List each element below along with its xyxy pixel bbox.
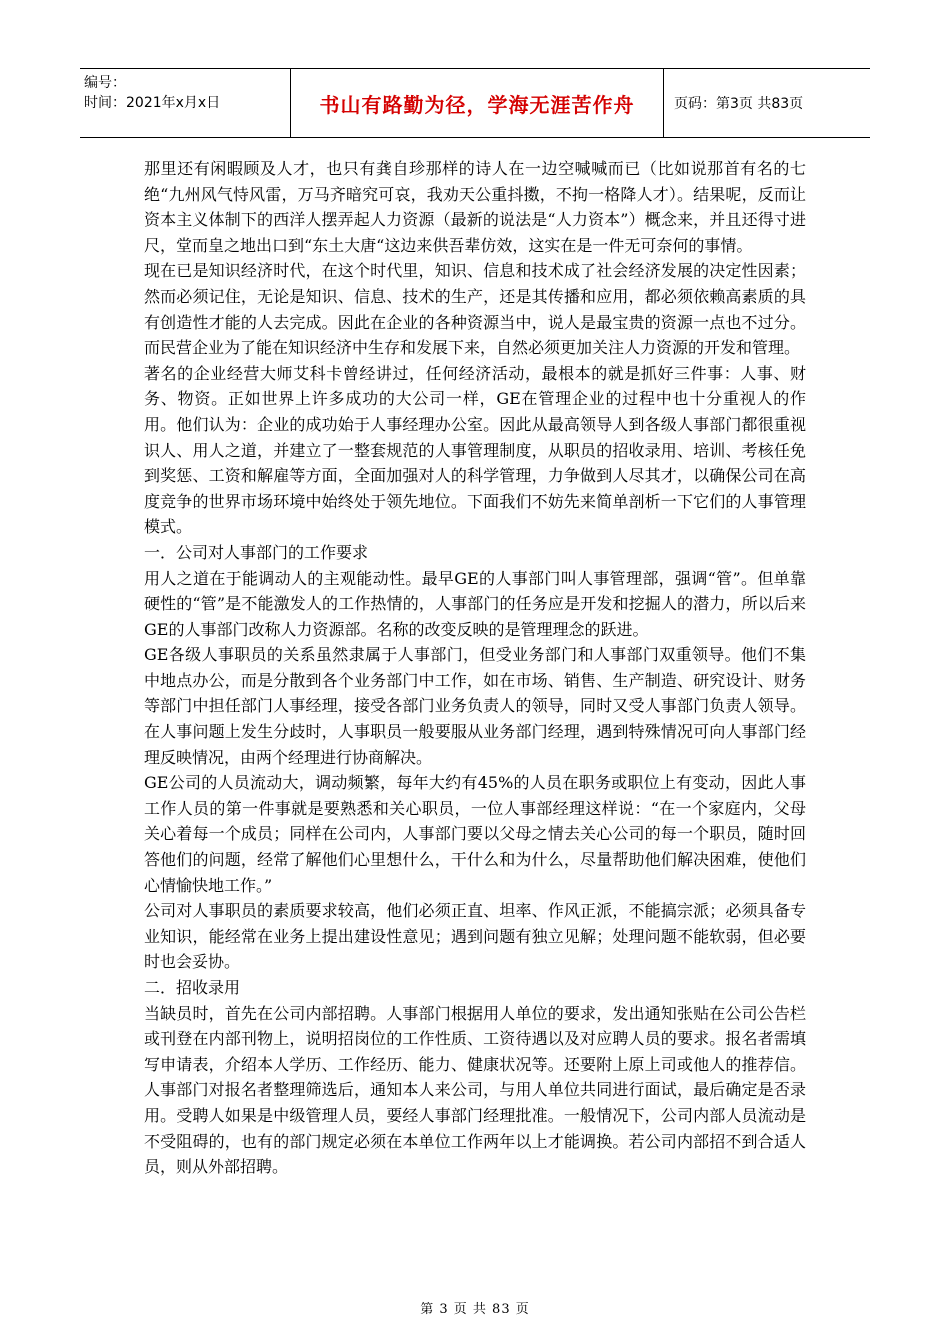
header-page-info: 页码：第3页 共83页 <box>674 96 804 112</box>
paragraph: 著名的企业经营大师艾科卡曾经讲过，任何经济活动，最根本的就是抓好三件事：人事、财务、物资。正如世界上许多成功的大公司一样，GE在管理企业的过程中也十分重视人的作用。他们认为：企业的成功始于人事经理办公室。因此从最高领导人到各级人事部门都很重视识人、用人之道，并建立了一整套规范的人事管理制度，从职员的招收录用、培训、考核任免到奖惩、工资和解雇等方面，全面加强对人的科学管理，力争做到人尽其才，以确保公司在高度竞争的世界市场环境中始终处于领先地位。下面我们不妨先来简单剖析一下它们的人事管理模式。 <box>144 363 806 537</box>
paragraph: GE公司的人员流动大，调动频繁，每年大约有45%的人员在职务或职位上有变动，因此人事工作人员的第一件事就是要熟悉和关心职员，一位人事部经理这样说：“在一个家庭内，父母关心着每一个成员；同样在公司内，人事部门要以父母之情去关心公司的每一个职员，随时回答他们的问题，经常了解他们心里想什么，干什么和为什么，尽量帮助他们解决困难，使他们心情愉快地工作。” <box>144 773 806 895</box>
page-header <box>80 68 870 138</box>
section-heading: 二．招收录用 <box>144 978 241 997</box>
paragraph: 当缺员时，首先在公司内部招聘。人事部门根据用人单位的要求，发出通知张贴在公司公告栏或刊登在内部刊物上，说明招岗位的工作性质、工资待遇以及对应聘人员的要求。报名者需填写申请表，介绍本人学历、工作经历、能力、健康状况等。还要附上原上司或他人的推荐信。人事部门对报名者整理筛选后，通知本人来公司，与用人单位共同进行面试，最后确定是否录用。受聘人如果是中级管理人员，要经人事部门经理批准。一般情况下，公司内部人员流动是不受阻碍的，也有的部门规定必须在本单位工作两年以上才能调换。若公司内部招不到合适人员，则从外部招聘。 <box>144 1003 806 1177</box>
paragraph: 公司对人事职员的素质要求较高，他们必须正直、坦率、作风正派，不能搞宗派；必须具备专业知识，能经常在业务上提出建设性意见；遇到问题有独立见解；处理问题不能软弱，但必要时也会妥协。 <box>144 901 806 972</box>
header-meta <box>80 69 290 137</box>
paragraph: 那里还有闲暇顾及人才，也只有龚自珍那样的诗人在一边空喊喊而已（比如说那首有名的七绝“九州风气恃风雷，万马齐暗究可哀，我劝天公重抖擞，不拘一格降人才）。结果呢，反而让资本主义体制下的西洋人摆弄起人力资源（最新的说法是“人力资本”）概念来，并且还得寸进尺，堂而皇之地出口到“东土大唐“这边来供吾辈仿效，这实在是一件无可奈何的事情。 <box>144 159 806 255</box>
paragraph: 用人之道在于能调动人的主观能动性。最早GE的人事部门叫人事管理部，强调“管”。但单靠硬性的“管”是不能激发人的工作热情的，人事部门的任务应是开发和挖掘人的潜力，所以后来GE的人事部门改称人力资源部。名称的改变反映的是管理理念的跃进。 <box>144 568 806 639</box>
header-motto: 书山有路勤为径，学海无涯苦作舟 <box>290 69 664 137</box>
time-label: 时间：2021年x月x日 <box>84 95 221 111</box>
page-footer: 第 3 页 共 83 页 <box>420 1302 530 1317</box>
section-heading: 一．公司对人事部门的工作要求 <box>144 542 369 562</box>
paragraph: GE各级人事职员的关系虽然隶属于人事部门，但受业务部门和人事部门双重领导。他们不集中地点办公，而是分散到各个业务部门中工作，如在市场、销售、生产制造、研究设计、财务等部门中担任部门人事经理，接受各部门业务负责人的领导，同时又受人事部门负责人领导。在人事问题上发生分歧时，人事职员一般要服从业务部门经理，遇到特殊情况可向人事部门经理反映情况，由两个经理进行协商解决。 <box>144 645 806 767</box>
paragraph: 现在已是知识经济时代，在这个时代里，知识、信息和技术成了社会经济发展的决定性因素；然而必须记住，无论是知识、信息、技术的生产，还是其传播和应用，都必须依赖高素质的具有创造性才能的人去完成。因此在企业的各种资源当中，说人是最宝贵的资源一点也不过分。而民营企业为了能在知识经济中生存和发展下来，自然必须更加关注人力资源的开发和管理。 <box>144 261 806 358</box>
code-label: 编号： <box>84 75 126 91</box>
document-body <box>144 156 806 1180</box>
